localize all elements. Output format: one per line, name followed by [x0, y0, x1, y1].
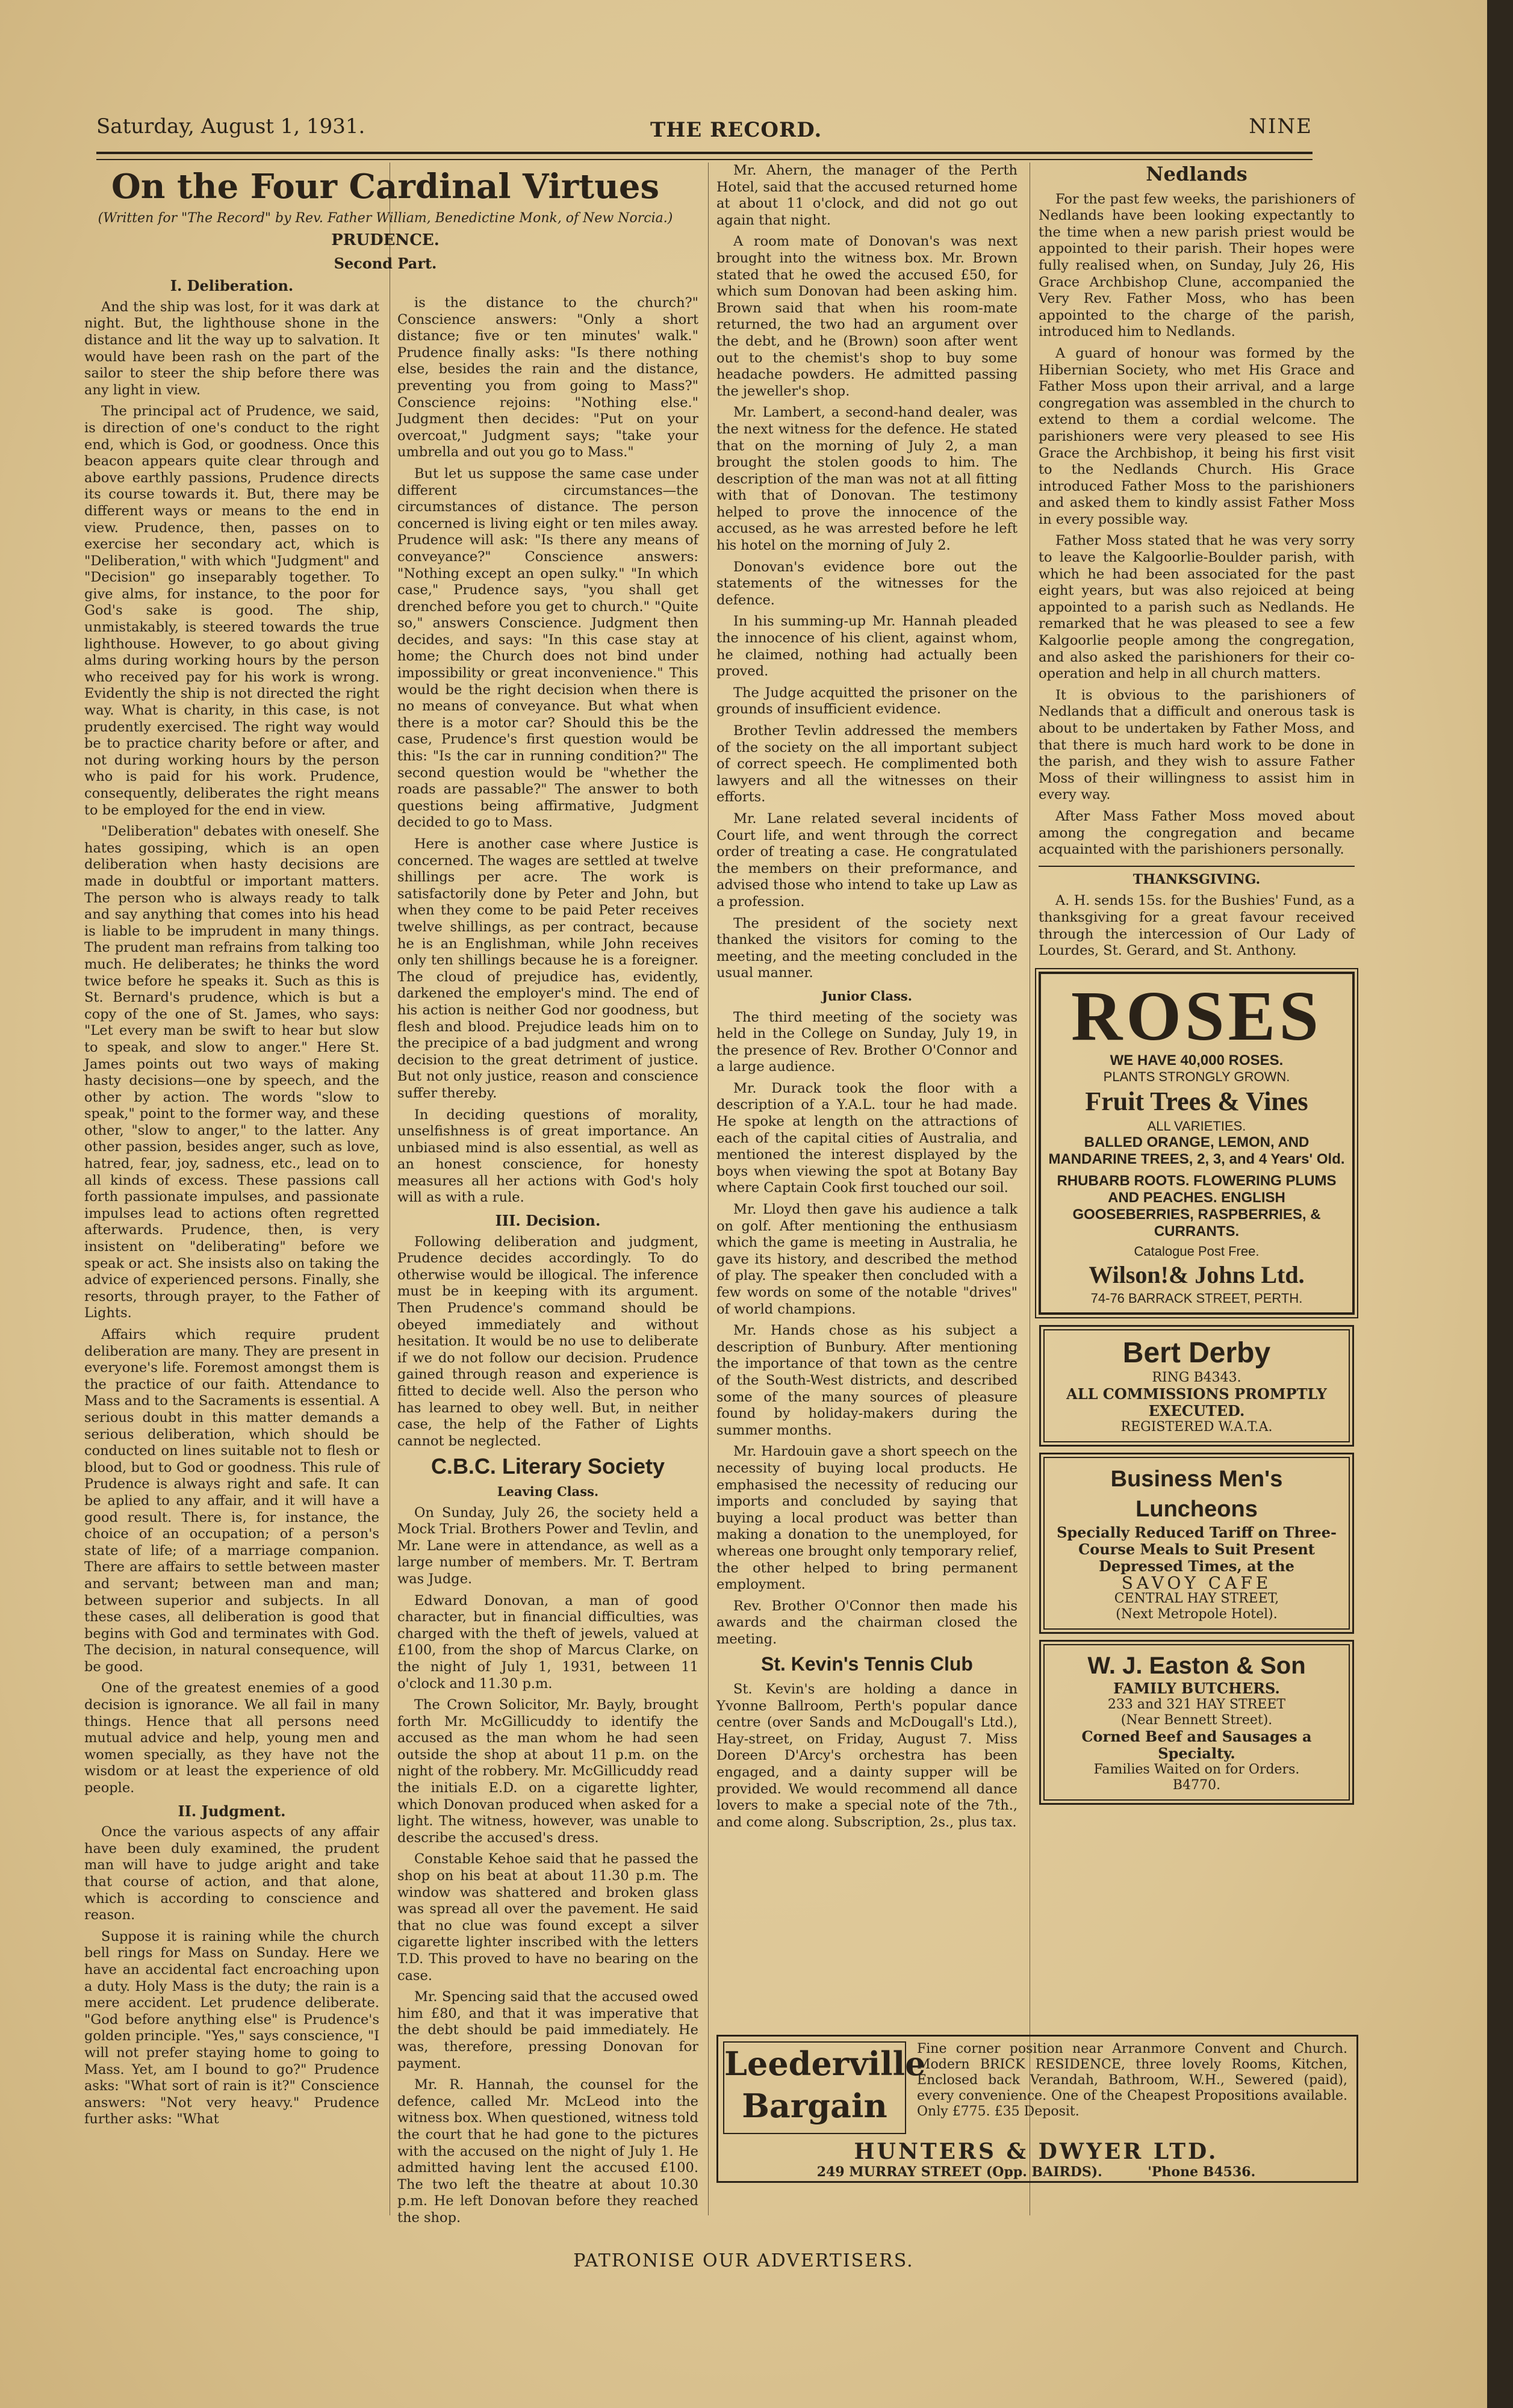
paragraph: In deciding questions of morality, unselfishness is of great importance. An unbiased mind is also essential, as well as an honest conscience, for honesty measures all her actions with God's holy will as with a rule. [397, 1106, 698, 1206]
ad-title: W. J. Easton & Son [1087, 1652, 1306, 1680]
paragraph: Brother Tevlin addressed the members of the society on the all important subject of correct speech. He complimented both lawyers and all the witnesses on their efforts. [716, 723, 1017, 805]
column-2 [397, 163, 698, 2226]
junior-class-heading: Junior Class. [821, 988, 913, 1004]
nedlands-title: Nedlands [1146, 163, 1247, 185]
section-heading: III. Decision. [495, 1212, 601, 1230]
paragraph: Mr. Lane related several incidents of Court life, and went through the correct order of treating a case. He congratulated the members on their preformance, and advised those who intend to take up Law as a profession. [716, 810, 1017, 910]
paragraph: For the past few weeks, the parishioners of Nedlands have been looking expectantly to the time when a new parish priest would be appointed to their parish. Their hopes were fully realised when, on Sunday, July 26, His Grace Archbishop Clune, accompanied the Very Rev. Father Moss, who has been appointed to the charge of the parish, introduced him to Nedlands. [1039, 191, 1355, 340]
paragraph: But let us suppose the same case under different circumstances—the circumstances of distance. The person concerned is living eight or ten miles away. Prudence will ask: "Is there any means of conveyance?" Conscience answers: "Nothing except an open sulky." "In which case," Prudence says, "you shall get drenched before you get to church." "Quite so," answers Conscience. Judgment then decides, and says: "In this case stay at home; the Church does not bind under impossibility or great inconvenience." This would be the right decision when there is no means of conveyance. But what when there is a motor car? Should this be the case, Prudence's first question would be this: "Is the car in running condition?" The second question would be "whether the roads are passable?" The answer to both questions being affirmative, Judgment decided to go to Mass. [397, 465, 698, 831]
firm-name: HUNTERS & DWYER LTD. [854, 2139, 1219, 2164]
bargain-description: Fine corner position near Arranmore Convent and Church. Modern BRICK RESIDENCE, three lovely Rooms, Kitchen, Enclosed back Verandah, Bathroom, W.H., Sewered (paid), every convenience. One of the Cheapest Propositions available. Only £775. £35 Deposit. [917, 2041, 1347, 2119]
part-heading: Second Part. [334, 254, 437, 272]
virtue-heading: PRUDENCE. [331, 231, 440, 249]
masthead-title: THE RECORD. [650, 118, 822, 142]
bargain-title-line1: Leederville [724, 2044, 926, 2083]
ad-line: RHUBARB ROOTS. FLOWERING PLUMS AND PEACHES. ENGLISH GOOSEBERRIES, RASPBERRIES, & CURRANTS. [1057, 1172, 1337, 1240]
ad-line: 74-76 BARRACK STREET, PERTH. [1090, 1290, 1303, 1306]
leederville-bargain-advert [716, 2035, 1358, 2183]
paragraph: One of the greatest enemies of a good decision is ignorance. We all fail in many things. Hence that all persons need mutual advice and help, young men and women specially, as they have not the wisdom or at least the experience of old people. [84, 1680, 379, 1796]
page-edge-shadow [1487, 0, 1513, 2408]
header-rule [96, 152, 1313, 160]
paragraph: The Judge acquitted the prisoner on the grounds of insufficient evidence. [716, 684, 1017, 718]
paragraph: A room mate of Donovan's was next brought into the witness box. Mr. Brown stated that he owed the accused £50, for which sum Donovan had been asking him. Brown said that when his room-mate returned, the two had an argument over the debt, and he (Brown) soon after went out to the chemist's shop to buy some headache powders. He admitted passing the jeweller's shop. [716, 234, 1017, 399]
paragraph: Donovan's evidence bore out the statements of the witnesses for the defence. [716, 559, 1017, 608]
firm-phone: 'Phone B4536. [1148, 2164, 1256, 2180]
paragraph: The Crown Solicitor, Mr. Bayly, brought forth Mr. McGillicuddy to identify the accused as the man whom he had seen outside the shop at about 11 p.m. on the night of the robbery. Mr. McGillicuddy read the initials E.D. on a cigarette lighter, which Donovan produced when asked for a light. The witness, however, was unable to describe the accused's dress. [397, 1697, 698, 1846]
fruit-trees-heading: Fruit Trees & Vines [1085, 1086, 1308, 1116]
ad-line: (Near Bennett Street). [1120, 1713, 1273, 1728]
article-title: On the Four Cardinal Virtues [111, 167, 659, 206]
paragraph: On Sunday, July 26, the society held a Mock Trial. Brothers Power and Tevlin, and Mr. Lane were in attendance, as well as a large number of members. Mr. T. Bertram was Judge. [397, 1504, 698, 1587]
paragraph: Mr. Hands chose as his subject a description of Bunbury. After mentioning the importance of that town as the centre of the South-West districts, and described some of the many sources of pleasure found by holiday-makers during the summer months. [716, 1323, 1017, 1438]
ad-title: Business Men's Luncheons [1110, 1466, 1283, 1522]
paragraph: Mr. Ahern, the manager of the Perth Hotel, said that the accused returned home at about 11 o'clock, and did not go out again that night. [716, 163, 1017, 228]
paragraph: Here is another case where Justice is concerned. The wages are settled at twelve shillings per acre. The work is satisfactorily done by Peter and John, but when they come to be paid Peter receives twelve shillings, as per contract, because he is an Englishman, while John receives only ten shillings because he is a foreigner. The cloud of prejudice has, evidently, darkened the employer's mind. The end of his action is neither God nor goodness, but flesh and blood. Prejudice leads him on to the precipice of a bad judgment and wrong decision to the great detriment of justice. But not only justice, reason and conscience suffer thereby. [397, 836, 698, 1101]
paragraph: Constable Kehoe said that he passed the shop on his beat at about 11.30 p.m. The window was shattered and broken glass was spread all over the pavement. He said that no clue was found except a silver cigarette lighter inscribed with the letters T.D. This proved to have no bearing on the case. [397, 1851, 698, 1984]
leaving-class-heading: Leaving Class. [497, 1483, 599, 1499]
ad-line: Families Waited on for Orders. [1093, 1762, 1300, 1778]
ad-line: ALL COMMISSIONS PROMPTLY EXECUTED. [1066, 1385, 1327, 1420]
kevin-title: St. Kevin's Tennis Club [761, 1653, 973, 1675]
ad-line: CENTRAL HAY STREET, [1114, 1591, 1279, 1607]
firm-name: Wilson!& Johns Ltd. [1089, 1261, 1305, 1288]
paragraph: Mr. Spencing said that the accused owed him £80, and that it was imperative that the debt should be paid immediately. He was, therefore, pressing Donovan for payment. [397, 1989, 698, 2071]
easton-advert [1043, 1644, 1350, 1801]
firm-address: 249 MURRAY STREET (Opp. BAIRDS). [816, 2164, 1102, 2180]
paragraph: Mr. R. Hannah, the counsel for the defence, called Mr. McLeod into the witness box. When questioned, witness told the court that he had gone to the pictures with the accused on the night of July 1. He admitted having lent the accused £100. The two left the theatre at about 10.30 p.m. He left Donovan before they reached the shop. [397, 2077, 698, 2226]
paragraph: A guard of honour was formed by the Hibernian Society, who met His Grace and Father Moss upon their arrival, and a large congregation was assembled in the church to extend to them a cordial welcome. The parishioners were very pleased to see His Grace the Archbishop, it being his first visit to the Nedlands Church. His Grace introduced Father Moss to the parishioners and asked them to kindly assist Father Moss in every possible way. [1039, 345, 1355, 527]
ad-line: Corned Beef and Sausages a Specialty. [1081, 1728, 1312, 1763]
section-heading: II. Judgment. [178, 1802, 286, 1820]
ad-line: Catalogue Post Free. [1134, 1243, 1260, 1259]
paragraph: Following deliberation and judgment, Prudence decides accordingly. To do otherwise would be illogical. The inference must be in keeping with its argument. Then Prudence's command should be obeyed immediately and without hesitation. It would be no use to deliberate if we do not follow our decision. Prudence gained through reason and experience is fitted to decide well. Also the person who has learned to obey well. But, in neither case, the help of the Father of Lights cannot be neglected. [397, 1233, 698, 1449]
page-header [96, 114, 1313, 150]
section-heading: I. Deliberation. [170, 277, 294, 295]
luncheons-advert [1043, 1457, 1350, 1630]
ad-line: RING B4343. [1152, 1370, 1241, 1385]
bert-derby-advert [1043, 1329, 1350, 1442]
column-divider [708, 163, 709, 2215]
paragraph: Mr. Hardouin gave a short speech on the necessity of buying local products. He emphasised the necessity of reducing our imports and concluded by saying that buying a local product was better than making a donation to the unemployed, for whereas one brought only temporary relief, the other helped to bring permanent employment. [716, 1444, 1017, 1593]
paragraph: is the distance to the church?" Conscience answers: "Only a short distance; five or ten minutes' walk." Prudence finally asks: "Is there nothing else, besides the rain and the distance, preventing you from going to Mass?" Conscience rejoins: "Nothing else." Judgment then decides: "Put on your overcoat," Judgment says; "take your umbrella and out you go to Mass." [397, 295, 698, 461]
page-footer: PATRONISE OUR ADVERTISERS. [573, 2250, 914, 2271]
ad-line: REGISTERED W.A.T.A. [1120, 1419, 1273, 1435]
paragraph: After Mass Father Moss moved about among the congregation and became acquainted with the parishioners personally. [1039, 808, 1355, 858]
cbc-title: C.B.C. Literary Society [430, 1454, 665, 1479]
column-4 [1039, 163, 1355, 2029]
firm-address-line [723, 2164, 1349, 2180]
bargain-title-line2: Bargain [742, 2087, 887, 2125]
paragraph: Father Moss stated that he was very sorry to leave the Kalgoorlie-Boulder parish, with which he had been associated for the past eight years, but was also rejoiced at being appointed to a parish such as Nedlands. He remarked that he was pleased to see a few Kalgoorlie people among the congregation, and also asked the parishioners for their co-operation and help in all church matters. [1039, 533, 1355, 682]
ad-line: ALL VARIETIES. [1147, 1118, 1246, 1134]
article-byline: (Written for "The Record" by Rev. Father William, Benedictine Monk, of New Norcia.) [98, 211, 673, 226]
paragraph: "Deliberation" debates with oneself. She hates gossiping, which is an open deliberation when hasty decisions are made in doubtful or important matters. The person who is always ready to talk and say anything that comes into his head is liable to be imprudent in many things. The prudent man refrains from talking too much. He deliberates; he thinks the word twice before he speaks it. Such as this is St. Bernard's prudence, which is but a copy of the one of St. James, who says: "Let every man be swift to hear but slow to speak, and slow to anger." Here St. James points out two ways of making hasty decisions—one by speech, and the other by action. The words "slow to speak," point to the former way, and these other, "slow to anger," to the latter. Any other passion, besides anger, such as love, hatred, fear, joy, sadness, etc., lead on to all kinds of excess. These passions call forth passionate impulses, and passionate impulses lead to actions often regretted afterwards. Prudence, then, is very insistent on "deliberating" before we speak or act. She insists also on taking the advice of experienced persons. Finally, she resorts, through prayer, to the Father of Lights. [84, 824, 379, 1321]
ad-line: 233 and 321 HAY STREET [1107, 1697, 1286, 1713]
ad-line: (Next Metropole Hotel). [1116, 1607, 1278, 1622]
bargain-title-box [723, 2041, 926, 2134]
paragraph: St. Kevin's are holding a dance in Yvonne Ballroom, Perth's popular dance centre (over Sands and McDougall's Ltd.), Hay-street, on Friday, August 7. Miss Doreen D'Arcy's orchestra has been engaged, and a dainty supper will be provided. We would recommend all dance lovers to make a special note of the 7th., and come along. Subscription, 2s., plus tax. [716, 1681, 1017, 1830]
paragraph: The third meeting of the society was held in the College on Sunday, July 19, in the presence of Rev. Brother O'Connor and a large audience. [716, 1009, 1017, 1075]
ad-title: Bert Derby [1122, 1336, 1271, 1369]
ad-line: PLANTS STRONGLY GROWN. [1103, 1069, 1290, 1084]
ad-line: Specially Reduced Tariff on Three-Course Meals to Suit Present Depressed Times, at the [1057, 1523, 1337, 1575]
paragraph: A. H. sends 15s. for the Bushies' Fund, as a thanksgiving for a great favour received through the intercession of Our Lady of Lourdes, St. Gerard, and St. Anthony. [1039, 893, 1355, 959]
paragraph: And the ship was lost, for it was dark at night. But, the lighthouse shone in the distance and lit the way up to salvation. It would have been rash on the part of the sailor to steer the ship before there was any light in view. [84, 299, 379, 398]
paragraph: The president of the society next thanked the visitors for coming to the meeting, and the meeting concluded in the usual manner. [716, 915, 1017, 981]
ad-line: BALLED ORANGE, LEMON, AND MANDARINE TREES, 2, 3, and 4 Years' Old. [1048, 1134, 1345, 1167]
ad-line: WE HAVE 40,000 ROSES. [1110, 1052, 1284, 1069]
paragraph: Rev. Brother O'Connor then made his awards and the chairman closed the meeting. [716, 1598, 1017, 1647]
thanksgiving-heading: THANKSGIVING. [1039, 866, 1355, 889]
roses-title: ROSES [1071, 976, 1322, 1055]
ad-line: B4770. [1172, 1778, 1221, 1793]
paragraph: Edward Donovan, a man of good character, but in financial difficulties, was charged with the theft of jewels, valued at £100, from the shop of Marcus Clarke, on the night of July 1, 1931, between 11 o'clock and 11.30 p.m. [397, 1592, 698, 1692]
ad-line: SAVOY CAFE [1121, 1572, 1272, 1593]
issue-date: Saturday, August 1, 1931. [96, 114, 365, 138]
paragraph: In his summing-up Mr. Hannah pleaded the innocence of his client, against whom, he claimed, nothing had actually been proved. [716, 613, 1017, 680]
column-3 [716, 163, 1017, 2029]
paragraph: Suppose it is raining while the church bell rings for Mass on Sunday. Here we have an accidental fact encroaching upon a duty. Holy Mass is the duty; the rain is a mere accident. Let prudence deliberate. "God before anything else" is Prudence's golden principle. "Yes," says conscience, "I will not prefer staying home to going to Mass. Yet, am I bound to go?" Prudence asks: "What sort of rain is it?" Conscience answers: "Not very heavy." Prudence further asks: "What [84, 1928, 379, 2127]
ad-line: FAMILY BUTCHERS. [1113, 1680, 1280, 1698]
roses-advert [1039, 972, 1355, 1315]
paragraph: The principal act of Prudence, we said, is direction of one's conduct to the right end, which is God, or goodness. Once this beacon appears quite clear through and above earthly passions, Prudence directs its course towards it. But, there may be different ways or means to the end in view. Prudence, then, passes on to exercise her secondary act, which is "Deliberation," with which "Judgment" and "Decision" go inseparably together. To give alms, for instance, to the poor for God's sake is good. The ship, unmistakably, is steered towards the true lighthouse. However, to go about giving alms during working hours by the person who received pay for his work is wrong. Evidently the ship is not directed the right way. What is charity, in this case, is not prudently exercised. The right way would be to practice charity before or after, and not during working hours by the person who is paid for his work. Prudence, consequently, deliberates the right means to be employed for the end in view. [84, 403, 379, 818]
paragraph: Once the various aspects of any affair have been duly examined, the prudent man will have to judge aright and take that course of action, and that alone, which is according to conscience and reason. [84, 1824, 379, 1923]
paragraph: It is obvious to the parishioners of Nedlands that a difficult and onerous task is about to be undertaken by Father Moss, and that there is much hard work to be done in the parish, and they wish to assure Father Moss of their willingness to assist him in every way. [1039, 687, 1355, 803]
bargain-footer [723, 2139, 1349, 2180]
page-number: NINE [1249, 114, 1313, 138]
paragraph: Affairs which require prudent deliberation are many. They are present in everyone's life. Foremost amongst them is the practice of our faith. Attendance to Mass and to the Sacraments is essential. A serious doubt in this matter demands a serious deliberation, which should be conducted on lines suitable not to flesh or blood, but to God or goodness. This rule of Prudence is always right and safe. It can be aplied to any affair, and it will have a good result. There is, for instance, the choice of an occupation; of a person's state of life; of a marriage companion. There are affairs to settle between master and servant; between man and man; between superior and subjects. In all these cases, all deliberation is good that begins with God and terminates with God. The decision, in natural consequence, will be good. [84, 1327, 379, 1675]
paragraph: Mr. Durack took the floor with a description of a Y.A.L. tour he had made. He spoke at length on the attractions of each of the capital cities of Australia, and mentioned the interest displayed by the boys when viewing the spot at Botany Bay where Captain Cook first touched our soil. [716, 1080, 1017, 1196]
paragraph: Mr. Lambert, a second-hand dealer, was the next witness for the defence. He stated that on the morning of July 2, a man brought the stolen goods to him. The description of the man was not at all fitting with that of Donovan. The testimony helped to prove the innocence of the accused, as he was arrested before he left his hotel on the morning of July 2. [716, 405, 1017, 554]
paragraph: Mr. Lloyd then gave his audience a talk on golf. After mentioning the enthusiasm which the game is meeting in Australia, he gave its history, and described the method of play. The speaker then concluded with a few words on some of the notable "drives" of world champions. [716, 1202, 1017, 1317]
